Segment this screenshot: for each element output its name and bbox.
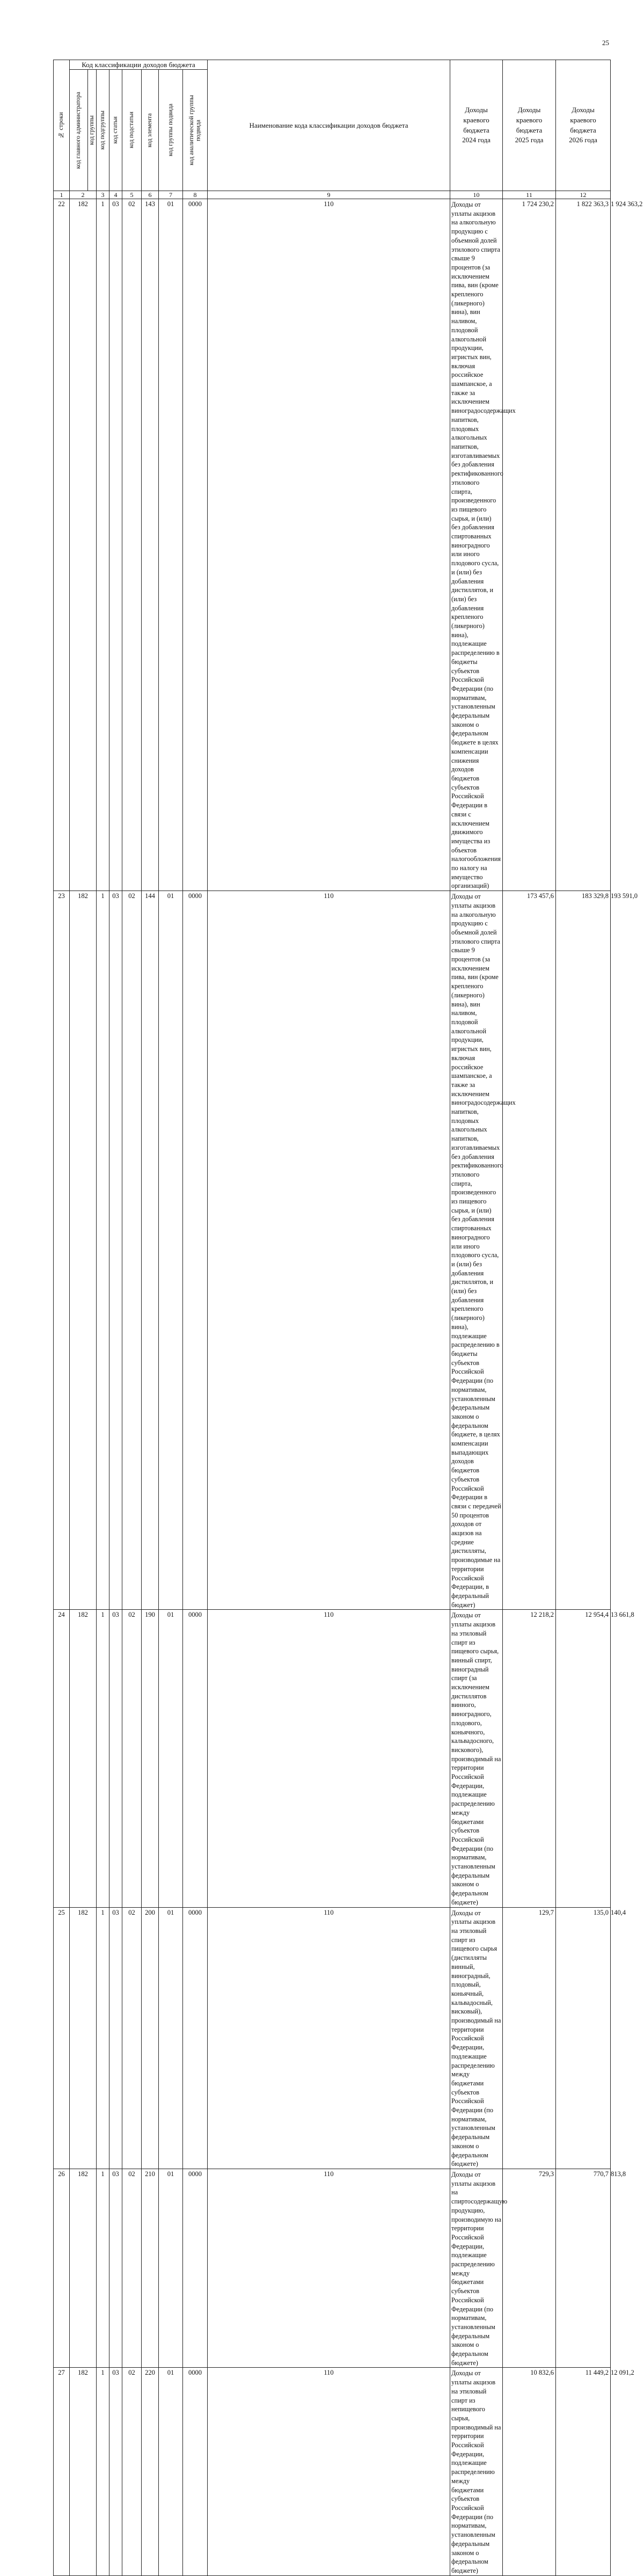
subarticle-code: 220 xyxy=(142,2368,159,2575)
amount-2025: 1 822 363,3 xyxy=(556,199,611,891)
group-code: 1 xyxy=(97,2169,109,2367)
subgroup-code: 03 xyxy=(109,2169,122,2367)
subtype-group-code: 0000 xyxy=(183,1907,208,2169)
revenue-name: Доходы от уплаты акцизов на этиловый спирт из непищевого сырья, производимый на территории Российской Федерации, подлежащие распределению между бюджетами субъектов Российской Федерации (по нормативам, установленным федеральным законом о федеральном бюджете) xyxy=(450,2368,503,2575)
column-number: 8 xyxy=(183,191,208,199)
subgroup-code: 03 xyxy=(109,1610,122,1907)
subarticle-code: 190 xyxy=(142,1610,159,1907)
header-amount-2024: Доходы краевого бюджета 2024 года xyxy=(450,60,503,191)
amount-2024: 12 218,2 xyxy=(503,1610,556,1907)
element-code: 01 xyxy=(159,2169,183,2367)
article-code: 02 xyxy=(122,2368,142,2575)
amount-2024: 10 832,6 xyxy=(503,2368,556,2575)
admin-code: 182 xyxy=(70,891,97,1610)
row-number: 24 xyxy=(54,1610,70,1907)
group-code: 1 xyxy=(97,1610,109,1907)
revenue-table xyxy=(53,60,643,2576)
article-code: 02 xyxy=(122,1610,142,1907)
amount-2024: 173 457,6 xyxy=(503,891,556,1610)
subgroup-code: 03 xyxy=(109,1907,122,2169)
table-row: 24 182 1 03 02 190 01 0000 110 Доходы от уплаты акцизов на этиловый спирт из пищевого сырья, винный спирт, виноградный спирт (за исключением дистиллятов винного, виноградного, плодового, коньячного, кальвадосного, вискового), производимый на территории Российской Федерации, подлежащие распределению между бюджетами субъектов Российской Федерации (по нормативам, установленным федеральным законом о федеральном бюджете) 12 218,2 12 954,4 13 661,8 xyxy=(54,1610,611,1907)
subgroup-code: 03 xyxy=(109,199,122,891)
admin-code: 182 xyxy=(70,199,97,891)
row-number: 22 xyxy=(54,199,70,891)
analytic-group-code: 110 xyxy=(208,1610,450,1907)
table-row: 22 182 1 03 02 143 01 0000 110 Доходы от уплаты акцизов на алкогольную продукцию с объемной долей этилового спирта свыше 9 процентов (за исключением пива, вин (кроме крепленого (ликерного) вина), вин наливом, плодовой алкогольной продукции, игристых вин, включая российское шампанское, а также за исключением виноградосодержащих напитков, плодовых алкогольных напитков, изготавливаемых без добавления ректификованного этилового спирта, произведенного из пищевого сырья, и (или) без добавления спиртованных виноградного или иного плодового сусла, и (или) без добавления дистиллятов, и (или) без добавления крепленого (ликерного) вина), подлежащие распределению в бюджеты субъектов Российской Федерации (по нормативам, установленным федеральным законом о федеральном бюджете в целях компенсации снижения доходов бюджетов субъектов Российской Федерации в связи с исключением движимого имущества из объектов налогообложения по налогу на имущество организаций) 1 724 230,2 1 822 363,3 1 924 363,2 xyxy=(54,199,611,891)
header-subtype-group-code: код группы подвида xyxy=(159,70,183,191)
revenue-name: Доходы от уплаты акцизов на спиртосодержащую продукцию, производимую на территории Российской Федерации, подлежащие распределению между бюджетами субъектов Российской Федерации (по нормативам, установленным федеральным законом о федеральном бюджете) xyxy=(450,2169,503,2367)
admin-code: 182 xyxy=(70,2169,97,2367)
subarticle-code: 210 xyxy=(142,2169,159,2367)
row-number: 26 xyxy=(54,2169,70,2367)
article-code: 02 xyxy=(122,891,142,1610)
element-code: 01 xyxy=(159,2368,183,2575)
subtype-group-code: 0000 xyxy=(183,1610,208,1907)
row-number: 25 xyxy=(54,1907,70,2169)
article-code: 02 xyxy=(122,1907,142,2169)
column-number: 5 xyxy=(122,191,142,199)
amount-2025: 183 329,8 xyxy=(556,891,611,1610)
row-number: 23 xyxy=(54,891,70,1610)
column-number: 6 xyxy=(142,191,159,199)
table-body xyxy=(54,199,643,2576)
header-subgroup-code: код подгруппы xyxy=(97,70,109,191)
subarticle-code: 200 xyxy=(142,1907,159,2169)
header-group-code: код группы xyxy=(88,70,97,191)
element-code: 01 xyxy=(159,199,183,891)
analytic-group-code: 110 xyxy=(208,2169,450,2367)
subarticle-code: 143 xyxy=(142,199,159,891)
subgroup-code: 03 xyxy=(109,891,122,1610)
header-article-code: код статьи xyxy=(109,70,122,191)
subarticle-code: 144 xyxy=(142,891,159,1610)
column-number: 10 xyxy=(450,191,503,199)
subtype-group-code: 0000 xyxy=(183,2368,208,2575)
column-number: 4 xyxy=(109,191,122,199)
element-code: 01 xyxy=(159,1610,183,1907)
table-row: 26 182 1 03 02 210 01 0000 110 Доходы от уплаты акцизов на спиртосодержащую продукцию, производимую на территории Российской Федерации, подлежащие распределению между бюджетами субъектов Российской Федерации (по нормативам, установленным федеральным законом о федеральном бюджете) 729,3 770,7 813,8 xyxy=(54,2169,611,2367)
group-code: 1 xyxy=(97,199,109,891)
subtype-group-code: 0000 xyxy=(183,199,208,891)
element-code: 01 xyxy=(159,1907,183,2169)
column-number: 1 xyxy=(54,191,70,199)
admin-code: 182 xyxy=(70,1610,97,1907)
amount-2025: 770,7 xyxy=(556,2169,611,2367)
group-code: 1 xyxy=(97,1907,109,2169)
admin-code: 182 xyxy=(70,1907,97,2169)
article-code: 02 xyxy=(122,199,142,891)
analytic-group-code: 110 xyxy=(208,2368,450,2575)
analytic-group-code: 110 xyxy=(208,199,450,891)
header-amount-2025: Доходы краевого бюджета 2025 года xyxy=(503,60,556,191)
header-subarticle-code: код подстатьи xyxy=(122,70,142,191)
amount-2024: 1 724 230,2 xyxy=(503,199,556,891)
element-code: 01 xyxy=(159,891,183,1610)
revenue-name: Доходы от уплаты акцизов на алкогольную продукцию с объемной долей этилового спирта свыше 9 процентов (за исключением пива, вин (кроме крепленого (ликерного) вина), вин наливом, плодовой алкогольной продукции, игристых вин, включая российское шампанское, а также за исключением виноградосодержащих напитков, плодовых алкогольных напитков, изготавливаемых без добавления ректификованного этилового спирта, произведенного из пищевого сырья, и (или) без добавления спиртованных виноградного или иного плодового сусла, и (или) без добавления дистиллятов, и (или) без добавления крепленого (ликерного) вина), подлежащие распределению в бюджеты субъектов Российской Федерации (по нормативам, установленным федеральным законом о федеральном бюджете в целях компенсации снижения доходов бюджетов субъектов Российской Федерации в связи с исключением движимого имущества из объектов налогообложения по налогу на имущество организаций) xyxy=(450,199,503,891)
column-number: 2 xyxy=(70,191,97,199)
header-amount-2026: Доходы краевого бюджета 2026 года xyxy=(556,60,611,191)
revenue-name: Доходы от уплаты акцизов на этиловый спирт из пищевого сырья (дистилляты винный, виноградный, плодовый, коньячный, кальвадосный, висковый), производимый на территории Российской Федерации, подлежащие распределению между бюджетами субъектов Российской Федерации (по нормативам, установленным федеральным законом о федеральном бюджете) xyxy=(450,1907,503,2169)
subtype-group-code: 0000 xyxy=(183,2169,208,2367)
column-number: 9 xyxy=(208,191,450,199)
table-row: 25 182 1 03 02 200 01 0000 110 Доходы от уплаты акцизов на этиловый спирт из пищевого сырья (дистилляты винный, виноградный, плодовый, коньячный, кальвадосный, висковый), производимый на территории Российской Федерации, подлежащие распределению между бюджетами субъектов Российской Федерации (по нормативам, установленным федеральным законом о федеральном бюджете) 129,7 135,0 140,4 xyxy=(54,1907,611,2169)
amount-2025: 12 954,4 xyxy=(556,1610,611,1907)
column-number: 7 xyxy=(159,191,183,199)
header-name: Наименование кода классификации доходов бюджета xyxy=(208,60,450,191)
revenue-name: Доходы от уплаты акцизов на алкогольную продукцию с объемной долей этилового спирта свыше 9 процентов (за исключением пива, вин (кроме крепленого (ликерного) вина), вин наливом, плодовой алкогольной продукции, игристых вин, включая российское шампанское, а также за исключением виноградосодержащих напитков, плодовых алкогольных напитков, изготавливаемых без добавления ректификованного этилового спирта, произведенного из пищевого сырья, и (или) без добавления спиртованных виноградного или иного плодового сусла, и (или) без добавления дистиллятов, и (или) без добавления крепленого (ликерного) вина), подлежащие распределению в бюджеты субъектов Российской Федерации (по нормативам, установленным федеральным законом о федеральном бюджете, в целях компенсации выпадающих доходов бюджетов субъектов Российской Федерации в связи с передачей 50 процентов доходов от акцизов на средние дистилляты, производимые на территории Российской Федерации, в федеральный бюджет) xyxy=(450,891,503,1610)
admin-code: 182 xyxy=(70,2368,97,2575)
header-code-group: Код классификации доходов бюджета xyxy=(70,60,208,70)
table-row: 23 182 1 03 02 144 01 0000 110 Доходы от уплаты акцизов на алкогольную продукцию с объемной долей этилового спирта свыше 9 процентов (за исключением пива, вин (кроме крепленого (ликерного) вина), вин наливом, плодовой алкогольной продукции, игристых вин, включая российское шампанское, а также за исключением виноградосодержащих напитков, плодовых алкогольных напитков, изготавливаемых без добавления ректификованного этилового спирта, произведенного из пищевого сырья, и (или) без добавления спиртованных виноградного или иного плодового сусла, и (или) без добавления дистиллятов, и (или) без добавления крепленого (ликерного) вина), подлежащие распределению в бюджеты субъектов Российской Федерации (по нормативам, установленным федеральным законом о федеральном бюджете, в целях компенсации выпадающих доходов бюджетов субъектов Российской Федерации в связи с передачей 50 процентов доходов от акцизов на средние дистилляты, производимые на территории Российской Федерации, в федеральный бюджет) 173 457,6 183 329,8 193 591,0 xyxy=(54,891,611,1610)
analytic-group-code: 110 xyxy=(208,1907,450,2169)
amount-2024: 729,3 xyxy=(503,2169,556,2367)
table-header xyxy=(54,60,611,199)
subtype-group-code: 0000 xyxy=(183,891,208,1610)
header-admin-code: код главного администратора xyxy=(70,70,88,191)
header-row-no: № строки xyxy=(54,60,70,191)
header-element-code: код элемента xyxy=(142,70,159,191)
group-code: 1 xyxy=(97,891,109,1610)
article-code: 02 xyxy=(122,2169,142,2367)
row-number: 27 xyxy=(54,2368,70,2575)
revenue-name: Доходы от уплаты акцизов на этиловый спирт из пищевого сырья, винный спирт, виноградный спирт (за исключением дистиллятов винного, виноградного, плодового, коньячного, кальвадосного, вискового), производимый на территории Российской Федерации, подлежащие распределению между бюджетами субъектов Российской Федерации (по нормативам, установленным федеральным законом о федеральном бюджете) xyxy=(450,1610,503,1907)
analytic-group-code: 110 xyxy=(208,891,450,1610)
column-number: 3 xyxy=(97,191,109,199)
group-code: 1 xyxy=(97,2368,109,2575)
page-number: 25 xyxy=(602,39,609,47)
amount-2025: 11 449,2 xyxy=(556,2368,611,2575)
amount-2025: 135,0 xyxy=(556,1907,611,2169)
table-row: 27 182 1 03 02 220 01 0000 110 Доходы от уплаты акцизов на этиловый спирт из непищевого сырья, производимый на территории Российской Федерации, подлежащие распределению между бюджетами субъектов Российской Федерации (по нормативам, установленным федеральным законом о федеральном бюджете) 10 832,6 11 449,2 12 091,2 xyxy=(54,2368,611,2575)
amount-2024: 129,7 xyxy=(503,1907,556,2169)
subgroup-code: 03 xyxy=(109,2368,122,2575)
column-number: 11 xyxy=(503,191,556,199)
header-analytic-group-code: код аналитической группы подвида xyxy=(183,70,208,191)
column-number: 12 xyxy=(556,191,611,199)
column-numbers-row xyxy=(54,191,611,199)
